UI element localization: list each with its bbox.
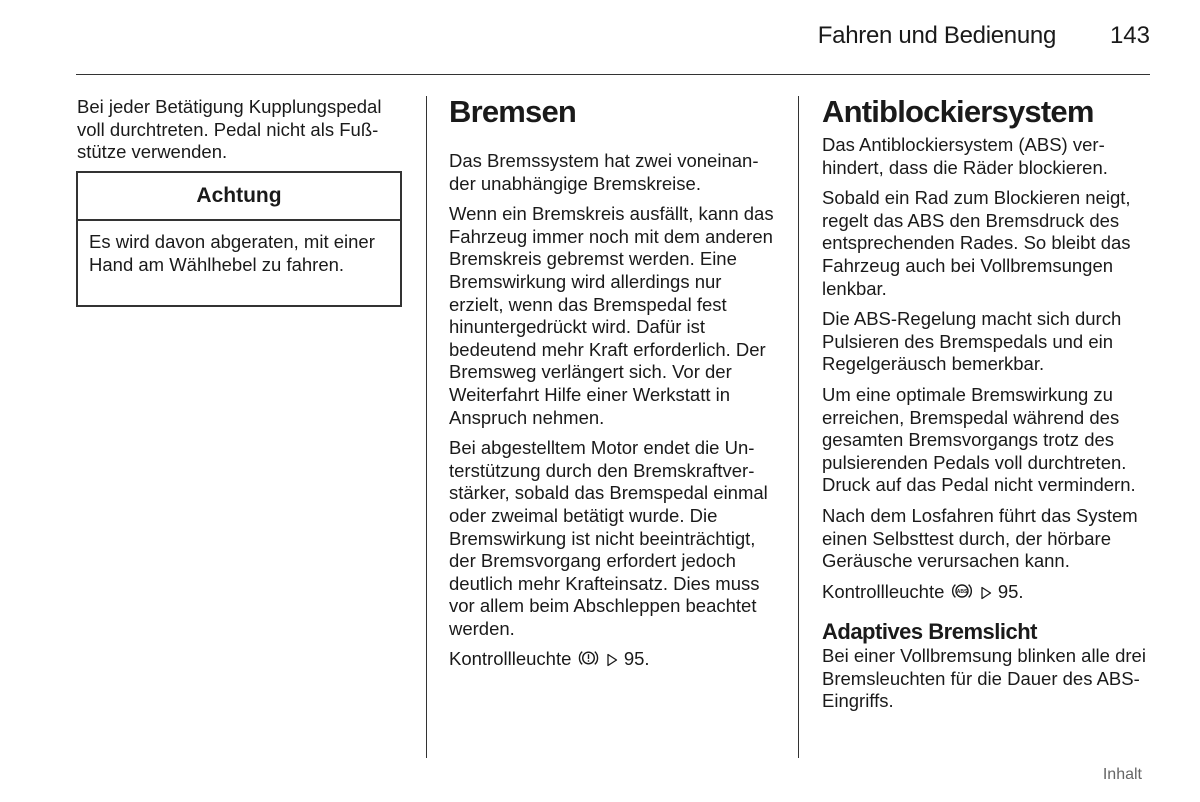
paragraph: Sobald ein Rad zum Blockieren neigt, regelt das ABS den Bremsdruck des entsprechenden Rades. So bleibt das Fahrzeug auch bei Vollbremsungen lenkbar. — [822, 187, 1131, 299]
column-divider-2 — [798, 96, 799, 758]
column-2 — [449, 94, 779, 681]
indicator-reference — [822, 581, 1152, 606]
warning-box — [76, 171, 402, 307]
paragraph: Nach dem Losfahren führt das System einen Selbsttest durch, der hörbare Geräusche verursachen kann. — [822, 504, 1138, 572]
header-title: Fahren und Bedienung — [817, 22, 1056, 49]
column-divider-1 — [426, 96, 427, 758]
column-1 — [77, 96, 405, 172]
column-3 — [822, 94, 1152, 721]
indicator-label: Kontrollleuchte — [822, 580, 945, 602]
abs-warning-icon — [951, 582, 973, 606]
contents-link[interactable]: Inhalt — [1102, 766, 1142, 783]
section-title-abs: Antiblockiersystem — [822, 94, 1094, 129]
subsection-title: Adaptives Bremslicht — [822, 619, 1037, 645]
brake-warning-icon — [578, 649, 599, 673]
paragraph: Das Antiblockiersystem (ABS) verhindert, dass die Räder blockieren. — [822, 134, 1108, 178]
page-reference[interactable]: 95. — [997, 580, 1024, 602]
header-rule — [76, 74, 1150, 75]
arrow-reference-icon[interactable] — [980, 583, 992, 606]
indicator-label: Kontrollleuchte — [449, 648, 572, 670]
paragraph: Um eine optimale Bremswirkung zu erreichen, Bremspedal während des gesamten Bremsvorgangs trotz des pulsierenden Pedals voll durchtreten. Druck auf das Pedal nicht vermindern. — [822, 383, 1136, 496]
warning-heading: Achtung — [78, 173, 400, 221]
warning-text: Es wird davon abgeraten, mit einer Hand am Wählhebel zu fahren. — [89, 231, 375, 275]
paragraph: Das Bremssystem hat zwei voneinander unabhängige Bremskreise. — [449, 150, 759, 194]
indicator-reference — [449, 648, 779, 673]
paragraph: Wenn ein Bremskreis ausfällt, kann das Fahrzeug immer noch mit dem anderen Bremskreis gebremst werden. Eine Bremswirkung wird allerdings nur erzielt, wenn das Bremspedal fest hinuntergedrückt wird. Dafür ist bedeutend mehr Kraft erforderlich. Der Bremsweg verlängert sich. Vor der Weiterfahrt Hilfe einer Werkstatt in Anspruch nehmen. — [449, 203, 774, 428]
arrow-reference-icon[interactable] — [606, 650, 618, 673]
page-reference[interactable]: 95. — [623, 648, 650, 670]
section-title-bremsen: Bremsen — [449, 94, 577, 129]
paragraph: Bei einer Vollbremsung blinken alle drei Bremsleuchten für die Dauer des ABS-Eingriffs. — [822, 645, 1146, 712]
paragraph: Bei abgestelltem Motor endet die Unterstützung durch den Bremskraftverstärker, sobald das Bremspedal einmal oder zweimal betätigt wurde. Die Bremswirkung ist nicht beeinträchtigt, der Bremsvorgang erfordert jedoch deutlich mehr Krafteinsatz. Dies muss vor allem beim Abschleppen beachtet werden. — [449, 437, 768, 639]
page-number: 143 — [1109, 22, 1150, 49]
svg-text:ABS: ABS — [956, 588, 967, 595]
intro-paragraph: Bei jeder Betätigung Kupplungspedal voll durchtreten. Pedal nicht als Fußstütze verwenden. — [77, 96, 382, 163]
paragraph: Die ABS-Regelung macht sich durch Pulsieren des Bremspedals und ein Regelgeräusch bemerkbar. — [822, 308, 1122, 375]
